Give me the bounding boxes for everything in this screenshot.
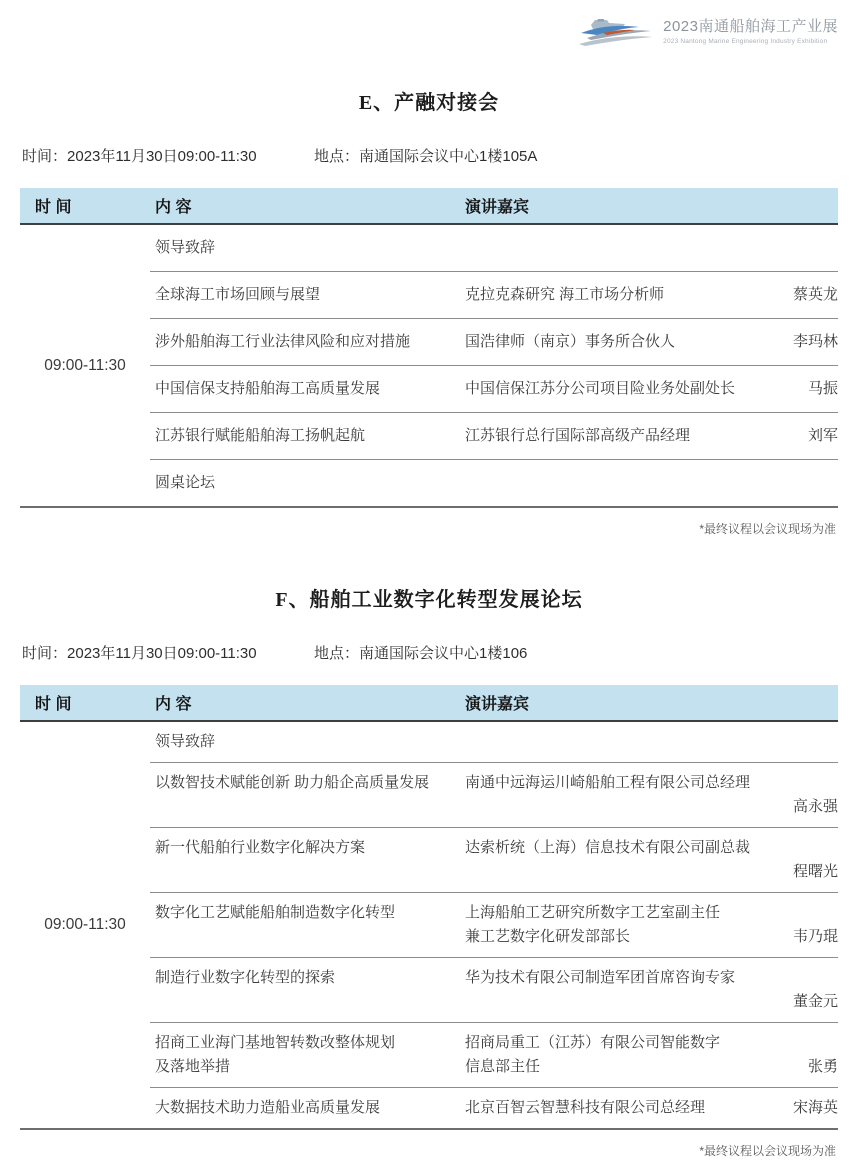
speaker-name: 李玛林	[792, 333, 838, 350]
speaker-title-2: 信息部主任	[465, 1058, 541, 1075]
time-span-cell: 09:00-11:30	[44, 916, 126, 933]
speaker-title: 上海船舶工艺研究所数字工艺室副主任	[465, 904, 721, 921]
time-span-cell: 09:00-11:30	[44, 356, 126, 374]
table-row	[150, 763, 838, 828]
speaker-cell	[460, 836, 838, 884]
speaker-title: 招商局重工（江苏）有限公司智能数字	[465, 1034, 721, 1051]
speaker-title: 达索析统（上海）信息技术有限公司副总裁	[465, 839, 751, 856]
meta-time	[22, 145, 314, 166]
content-cell	[150, 424, 460, 448]
venue-label: 地点：	[314, 645, 360, 662]
rows-column	[150, 225, 838, 506]
content-text: 招商工业海门基地智转数改整体规划	[155, 1034, 396, 1051]
table-row	[150, 319, 838, 366]
logo-bar	[20, 8, 838, 56]
col-header-speaker: 演讲嘉宾	[465, 696, 530, 713]
col-header-speaker: 演讲嘉宾	[465, 199, 530, 216]
speaker-title: 北京百智云智慧科技有限公司总经理	[465, 1099, 706, 1116]
col-header-time: 时 间	[35, 696, 72, 713]
footnote: *最终议程以会议现场为准	[699, 1144, 836, 1158]
speaker-name: 刘军	[807, 427, 838, 444]
speaker-title: 国浩律师（南京）事务所合伙人	[465, 333, 676, 350]
meta-venue	[314, 642, 527, 663]
table-row	[150, 1023, 838, 1088]
speaker-cell	[460, 771, 838, 819]
table-row	[150, 225, 838, 272]
content-cell	[150, 236, 460, 260]
col-header-time: 时 间	[35, 199, 72, 216]
table-header-row	[20, 685, 838, 722]
content-cell	[150, 471, 460, 495]
speaker-cell	[460, 1096, 838, 1120]
logo-title: 2023南通船舶海工产业展	[663, 18, 838, 36]
table-row	[150, 958, 838, 1023]
table-row	[150, 460, 838, 506]
footnote: *最终议程以会议现场为准	[699, 522, 836, 536]
time-label: 时间：	[22, 645, 68, 662]
table-row	[150, 272, 838, 319]
section-e	[20, 86, 838, 537]
exhibition-logo	[577, 11, 838, 53]
section-f	[20, 583, 838, 1159]
speaker-name: 蔡英龙	[792, 286, 838, 303]
content-text: 数字化工艺赋能船舶制造数字化转型	[155, 904, 396, 921]
speaker-cell	[460, 901, 838, 949]
content-text: 大数据技术助力造船业高质量发展	[155, 1099, 381, 1116]
table-body	[20, 722, 838, 1130]
content-cell	[150, 330, 460, 354]
content-text: 领导致辞	[155, 733, 216, 750]
section-f-meta	[20, 642, 838, 663]
speaker-cell	[460, 471, 838, 495]
content-text: 制造行业数字化转型的探索	[155, 969, 336, 986]
col-header-content: 内 容	[155, 199, 192, 216]
content-cell	[150, 771, 460, 819]
table-row	[150, 722, 838, 763]
speaker-name-2: 韦乃琨	[792, 928, 838, 945]
venue-value: 南通国际会议中心1楼106	[359, 645, 528, 662]
content-text-2: 及落地举措	[155, 1058, 231, 1075]
venue-label: 地点：	[314, 148, 360, 165]
table-row	[150, 828, 838, 893]
section-e-meta	[20, 145, 838, 166]
speaker-title: 华为技术有限公司制造军团首席咨询专家	[465, 969, 736, 986]
section-f-title: F、船舶工业数字化转型发展论坛	[275, 589, 583, 611]
time-value: 2023年11月30日09:00-11:30	[67, 148, 257, 165]
table-row	[150, 413, 838, 460]
content-text: 中国信保支持船舶海工高质量发展	[155, 380, 381, 397]
speaker-title: 克拉克森研究 海工市场分析师	[465, 286, 665, 303]
meta-venue	[314, 145, 537, 166]
table-row	[150, 1088, 838, 1128]
table-row	[150, 366, 838, 413]
speaker-name-2: 程曙光	[792, 863, 838, 880]
speaker-title: 江苏银行总行国际部高级产品经理	[465, 427, 691, 444]
content-cell	[150, 377, 460, 401]
venue-value: 南通国际会议中心1楼105A	[359, 148, 538, 165]
content-text: 圆桌论坛	[155, 474, 216, 491]
table-header-row	[20, 188, 838, 225]
speaker-cell	[460, 424, 838, 448]
speaker-cell	[460, 377, 838, 401]
meta-time	[22, 642, 314, 663]
content-cell	[150, 1096, 460, 1120]
agenda-table-e	[20, 188, 838, 508]
content-text: 全球海工市场回顾与展望	[155, 286, 321, 303]
time-value: 2023年11月30日09:00-11:30	[67, 645, 257, 662]
table-row	[150, 893, 838, 958]
table-body	[20, 225, 838, 508]
content-cell	[150, 730, 460, 754]
logo-text	[663, 19, 838, 45]
speaker-cell	[460, 966, 838, 1014]
speaker-title: 南通中远海运川崎船舶工程有限公司总经理	[465, 774, 751, 791]
speaker-name: 宋海英	[792, 1099, 838, 1116]
speaker-cell	[460, 330, 838, 354]
speaker-cell	[460, 283, 838, 307]
speaker-name-2: 董金元	[792, 993, 838, 1010]
content-cell	[150, 283, 460, 307]
speaker-title: 中国信保江苏分公司项目险业务处副处长	[465, 380, 736, 397]
content-cell	[150, 836, 460, 884]
content-cell	[150, 901, 460, 949]
speaker-name-2: 张勇	[807, 1058, 838, 1075]
ship-logo-icon	[577, 11, 655, 53]
content-text: 以数智技术赋能创新 助力船企高质量发展	[155, 774, 430, 791]
logo-subtitle: 2023 Nantong Marine Engineering Industry Exhibition	[663, 37, 828, 45]
speaker-cell	[460, 1031, 838, 1079]
content-cell	[150, 966, 460, 1014]
speaker-name-2: 高永强	[792, 798, 838, 815]
content-cell	[150, 1031, 460, 1079]
content-text: 新一代船舶行业数字化解决方案	[155, 839, 366, 856]
speaker-cell	[460, 236, 838, 260]
content-text: 江苏银行赋能船舶海工扬帆起航	[155, 427, 366, 444]
speaker-title-2: 兼工艺数字化研发部部长	[465, 928, 631, 945]
rows-column	[150, 722, 838, 1128]
section-e-title: E、产融对接会	[358, 92, 500, 114]
content-text: 领导致辞	[155, 239, 216, 256]
time-label: 时间：	[22, 148, 68, 165]
agenda-table-f	[20, 685, 838, 1130]
content-text: 涉外船舶海工行业法律风险和应对措施	[155, 333, 411, 350]
speaker-name: 马振	[807, 380, 838, 397]
speaker-cell	[460, 730, 838, 754]
col-header-content: 内 容	[155, 696, 192, 713]
